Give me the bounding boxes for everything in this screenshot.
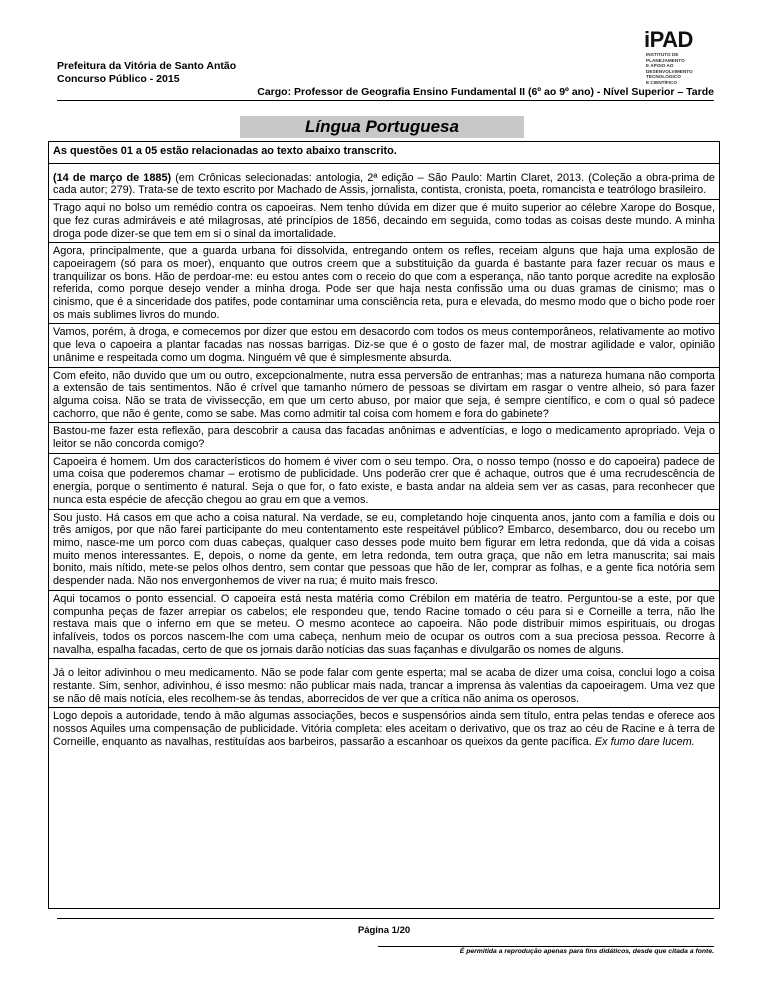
paragraph: Aqui tocamos o ponto essencial. O capoeira está nesta matéria como Crébilon em matéria de teatro. Perguntou-se a este, por que compunha peças de fazer arrepiar os cabelos; ele respondeu que, tendo Racine tomado o céu para si e Corneille a terra, não lhe restava mais que o inferno em que se meteu. O mesmo acontece ao capoeira. Não pode distribuir mimos espirituais, ou drogas infalíveis, todos os porcos nascem-lhe com uma cabeça, nenhum meio de ocupar os outros com a sua preciosa pessoa. Recorre à navalha, espalha facadas, certo de que os jornais darão notícias das suas façanhas e divulgarão os nomes de alguns.: [49, 591, 719, 660]
paragraph: Vamos, porém, à droga, e comecemos por dizer que estou em desacordo com todos os meus contemporâneos, relativamente ao motivo que leva o capoeira a plantar facadas nas nossas barrigas. Diz-se que é o gosto de fazer mal, de mostrar agilidade e valor, opinião unânime e respeitada como um dogma. Ninguém vê que é simplesmente absurda.: [49, 324, 719, 367]
paragraph: Capoeira é homem. Um dos característicos do homem é viver com o seu tempo. Ora, o nosso tempo (nosso e do capoeira) padece de uma coisa que poderemos chamar – erotismo de publicidade. Uns poderão crer que é achaque, outros que é uma recrudescência de energia, porque o sentimento é natural. Seja o que for, o fato existe, e basta andar na aldeia sem ver as casas, para reconhecer que nunca esta espécie de afecção chegou ao grau em que a vemos.: [49, 454, 719, 510]
logo-subtitle: INSTITUTO DE PLANEJAMENTO E APOIO AO DESENVOLVIMENTO TECNOLÓGICO E CIENTÍFICO: [646, 52, 693, 85]
paragraph: Já o leitor adivinhou o meu medicamento. Não se pode falar com gente esperta; mal se acaba de dizer uma coisa, conclui logo a coisa restante. Sim, senhor, adivinhou, é isso mesmo: não publicar mais nada, trancar a imprensa às valentias da capoeiragem. Uma vez que se não dê mais notícia, eles recolhem-se às tendas, aborrecidos de ver que a crítica não anima os operosos.: [49, 659, 719, 708]
org-line-2: Concurso Público - 2015: [57, 72, 180, 85]
organization-header: [57, 60, 236, 85]
org-line-1: Prefeitura da Vitória de Santo Antão: [57, 60, 237, 72]
page-number: Página 1/20: [357, 925, 411, 936]
footer-divider: [57, 918, 714, 919]
ipad-logo: [644, 27, 718, 86]
paragraph: Bastou-me fazer esta reflexão, para descobrir a causa das facadas anônimas e adventícias, e logo o medicamento apropriado. Veja o leitor se não concorda comigo?: [49, 423, 719, 453]
paragraph: Sou justo. Há casos em que acho a coisa natural. Na verdade, se eu, completando hoje cinquenta anos, janto com a família e dois ou três amigos, por que não farei participante do meu contentamento este respeitável público? Embarco, desembarco, dou ou recebo um mimo, nasce-me um porco com duas cabeças, qualquer caso desses pode muito bem figurar em letra redonda, que dá vida a coisas muito menos interessantes. E, depois, o nome da gente, em letra redonda, tem outra graça, que não em letra manuscrita; sai mais bonito, mais nítido, mete-se pelos olhos dentro, sem contar que pessoas que hão de ler, comprar as folhas, e a gente fica notória sem despender nada. Não nos envergonhemos de viver na rua; é muito mais fresco.: [49, 510, 719, 591]
cargo-line: Cargo: Professor de Geografia Ensino Fundamental II (6º ao 9º ano) - Nível Superior – Tarde: [257, 86, 714, 98]
intro-row: As questões 01 a 05 estão relacionadas ao texto abaixo transcrito.: [49, 142, 719, 164]
last-paragraph: Logo depois a autoridade, tendo à mão algumas associações, becos e suspensórios ainda sem título, entra pelas tendas e oferece aos nossos Aquiles uma compensação de publicidade. Vitória completa: eles aceitam o derivativo, que os traz ao céu de Racine e à terra de Corneille, enquanto as navalhas, restituídas aos barbeiros, passarão a escanhoar os queixos da gente pacífica. Ex fumo dare lucem.: [53, 710, 715, 748]
text-box: [48, 141, 720, 909]
paragraph: Agora, principalmente, que a guarda urbana foi dissolvida, entregando ontem os refles, receiam alguns que haja uma explosão de capoeiragem (só para os moer), enquanto que outros creem que a substituição da guarda é bastante para fazer recuar os maus e tranquilizar os bons. Hão de perdoar-me: eu estou antes com o receio do que com a esperança, não tanto porque acredite na explosão referida, como porque desejo vender a minha droga. Pode ser que haja nesta confissão uma ou duas gramas de cinismo; mas o cinismo, que é a sinceridade dos patifes, pode contaminar uma consciência reta, pura e elevada, do mesmo modo que o bicho pode roer os mais sublimes livros do mundo.: [49, 243, 719, 324]
paragraph: Com efeito, não duvido que um ou outro, excepcionalmente, nutra essa perversão de entranhas; mas a natureza humana não comporta a extensão de tais sentimentos. Não é crível que tamanho número de pessoas se divirtam em rasgar o ventre alheio, só para fazer alguma coisa. Não se trata de vivissecção, em que um certo abuso, por maior que seja, é sempre científico, e com o qual só padece cachorro, que não é gente, como se sabe. Mas como admitir tal coisa com homem e fora do gabinete?: [49, 368, 719, 424]
logo-mark: iPAD: [644, 27, 693, 52]
footer-note: É permitida a reprodução apenas para fins didáticos, desde que citada a fonte.: [378, 946, 714, 955]
paragraph: Trago aqui no bolso um remédio contra os capoeiras. Nem tenho dúvida em dizer que é muito superior ao célebre Xarope do Bosque, que fez curas admiráveis e até milagrosas, até princípios de 1856, decaindo em seguida, como todas as coisas deste mundo. A minha droga pode dizer-se que tem em si o sinal da imortalidade.: [49, 200, 719, 243]
source-paragraph: (14 de março de 1885) (em Crônicas selecionadas: antologia, 2ª edição – São Paulo: Martin Claret, 2013. (Coleção a obra-prima de cada autor; 279). Trata-se de texto escrito por Machado de Assis, jornalista, contista, cronista, poeta, romancista e teatrólogo brasileiro.: [49, 164, 719, 200]
header-divider: [57, 100, 714, 101]
section-title: Língua Portuguesa: [240, 116, 524, 138]
